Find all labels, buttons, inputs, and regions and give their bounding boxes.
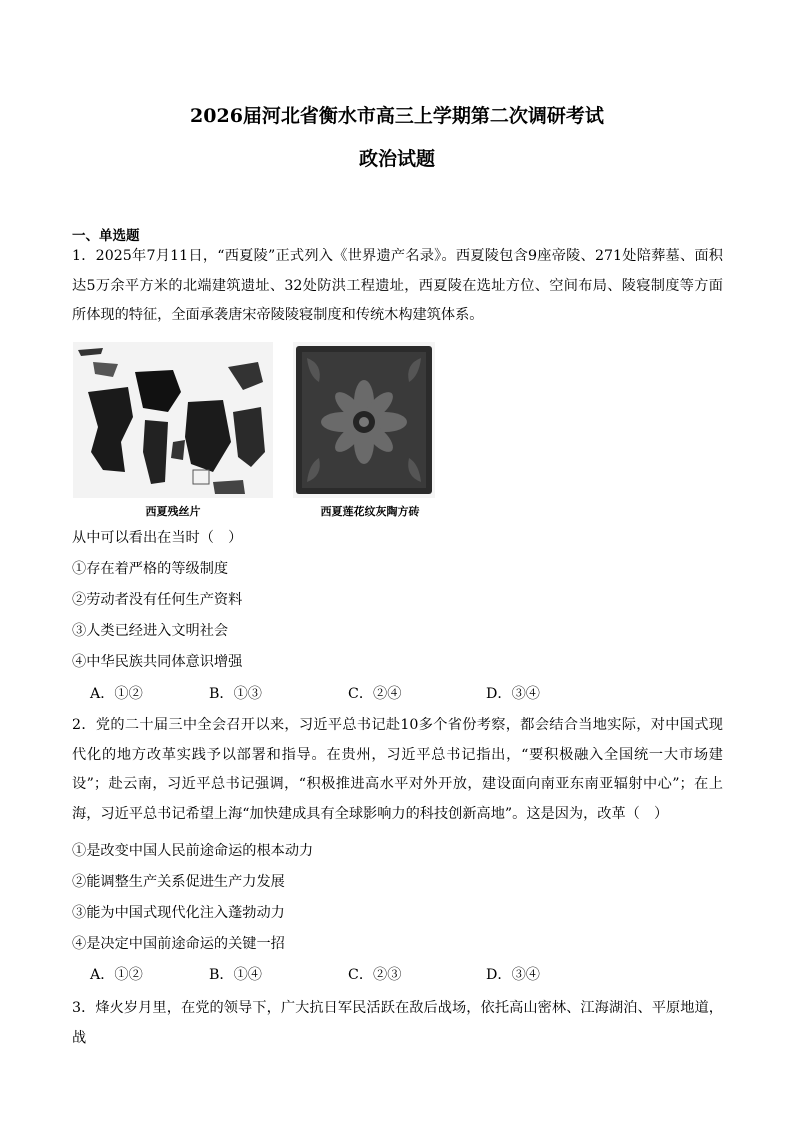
section-heading: 一、单选题 xyxy=(72,228,140,244)
document-subtitle: 政治试题 xyxy=(358,148,435,170)
question-2-option-c[interactable]: C．②③ xyxy=(348,967,402,983)
question-1-option-b[interactable]: B．①③ xyxy=(209,686,262,702)
question-1-item-3: ③人类已经进入文明社会 xyxy=(72,623,229,639)
question-1-prompt: 从中可以看出在当时（ ） xyxy=(72,530,243,546)
question-1-item-4: ④中华民族共同体意识增强 xyxy=(72,654,243,670)
question-1-item-2: ②劳动者没有任何生产资料 xyxy=(72,592,243,608)
question-1-stem: 1．2025年7月11日，“西夏陵”正式列入《世界遗产名录》。西夏陵包含9座帝陵、271处陪葬墓、面积达5万余平方米的北端建筑遗址、32处防洪工程遗址，西夏陵在选址方位、空间布局、陵寝制度等方面所体现的特征，全面承袭唐宋帝陵陵寝制度和传统木构建筑体系。 xyxy=(72,248,723,323)
question-2-item-1: ①是改变中国人民前途命运的根本动力 xyxy=(72,843,314,859)
silk-fragment-caption: 西夏残丝片 xyxy=(145,505,201,518)
question-1-option-a[interactable]: A．①② xyxy=(90,686,143,702)
lotus-brick-image xyxy=(293,342,435,498)
silk-fragment-image xyxy=(73,342,273,498)
question-1-option-c[interactable]: C．②④ xyxy=(348,686,402,702)
question-2-option-b[interactable]: B．①④ xyxy=(209,967,262,983)
question-3-stem: 3．烽火岁月里，在党的领导下，广大抗日军民活跃在敌后战场，依托高山密林、江海湖泊、平原地道，战 xyxy=(72,1000,723,1046)
lotus-brick-caption: 西夏莲花纹灰陶方砖 xyxy=(320,505,420,518)
question-2-item-2: ②能调整生产关系促进生产力发展 xyxy=(72,874,285,890)
question-1-option-d[interactable]: D．③④ xyxy=(486,686,540,702)
question-2-item-3: ③能为中国式现代化注入蓬勃动力 xyxy=(72,905,285,921)
document-title: 2026届河北省衡水市高三上学期第二次调研考试 xyxy=(190,105,604,127)
question-2-option-d[interactable]: D．③④ xyxy=(486,967,540,983)
question-1-item-1: ①存在着严格的等级制度 xyxy=(72,561,229,577)
question-2-option-a[interactable]: A．①② xyxy=(90,967,143,983)
question-2-item-4: ④是决定中国前途命运的关键一招 xyxy=(72,936,285,952)
question-2-stem: 2．党的二十届三中全会召开以来，习近平总书记赴10多个省份考察，都会结合当地实际，对中国式现代化的地方改革实践予以部署和指导。在贵州，习近平总书记指出，“要积极融入全国统一大市场建设”；赴云南，习近平总书记强调，“积极推进高水平对外开放，建设面向南亚东南亚辐射中心”；在上海，习近平总书记希望上海“加快建成具有全球影响力的科技创新高地”。这是因为，改革（ ） xyxy=(72,717,723,822)
